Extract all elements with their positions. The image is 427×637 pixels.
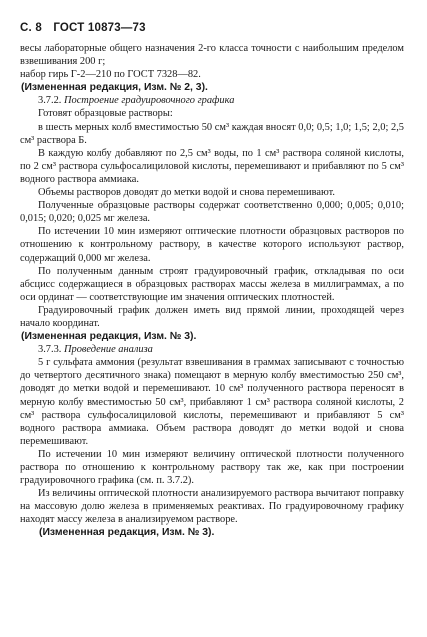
amendment-note: (Измененная редакция, Изм. № 3).: [39, 527, 215, 539]
paragraph: 5 г сульфата аммония (результат взвешивания в граммах записывают с точностью до четвертого десятичного знака) помещают в мерную колбу вместимостью 250 см³, доводят до метки водой и перемешивают. 10 см³ полученного раствора переносят в мерную колбу вместимостью 50 см³, прибавляют 1 см³ раствора соляной кислоты, 2 см³ раствора сульфосалициловой кислоты, перемешивают и прибавляют 5 см³ водного раствора аммиака. Объем раствора доводят до метки водой и снова перемешивают.: [20, 357, 404, 447]
amendment-note: (Измененная редакция, Изм. № 2, 3).: [21, 82, 208, 94]
paragraph: Полученные образцовые растворы содержат соответственно 0,000; 0,005; 0,010; 0,015; 0,020; 0,025 мг железа.: [20, 200, 404, 225]
paragraph: в шесть мерных колб вместимостью 50 см³ каждая вносят 0,0; 0,5; 1,0; 1,5; 2,0; 2,5 см³ раствора Б.: [20, 121, 404, 146]
section-heading: [20, 343, 404, 356]
paragraph: По истечении 10 мин измеряют величину оптической плотности полученного раствора по отношению к контрольному раствору так же, как при построении градуировочного графика (см. п. 3.7.2).: [20, 448, 404, 487]
page-number: 8: [35, 22, 42, 34]
standard-code: ГОСТ 10873—73: [53, 22, 146, 34]
section-number: 3.7.2.: [38, 95, 62, 107]
page-header: [20, 22, 404, 34]
paragraph: набор гирь Г-2—210 по ГОСТ 7328—82.: [20, 69, 201, 81]
section-heading: [20, 94, 404, 107]
section-title: Проведение анализа: [64, 344, 153, 356]
paragraph: По полученным данным строят градуировочный график, откладывая по оси абсцисс содержащиеся в образцовых растворах массы железа в миллиграммах, а по оси ординат — соответствующие им значения оптических плотностей.: [20, 265, 404, 303]
section-title: Построение градуировочного графика: [64, 95, 235, 107]
paragraph: Готовят образцовые растворы:: [38, 108, 173, 120]
paragraph: Градуировочный график должен иметь вид прямой линии, проходящей через начало координат.: [20, 304, 404, 329]
paragraph: По истечении 10 мин измеряют оптические плотности образцовых растворов по отношению к контрольному раствору, в качестве которого используют раствор, содержащий 0,000 мг железа.: [20, 226, 404, 264]
paragraph: Из величины оптической плотности анализируемого раствора вычитают поправку на массовую долю железа в применяемых реактивах. По градуировочному графику находят массу железа в анализируемом растворе.: [20, 488, 404, 526]
page-prefix: С.: [20, 22, 32, 34]
document-page: [20, 22, 404, 540]
amendment-note: (Измененная редакция, Изм. № 3).: [21, 331, 197, 343]
paragraph: весы лабораторные общего назначения 2-го класса точности с наибольшим пределом взвешивания 200 г;: [20, 43, 404, 68]
section-number: 3.7.3.: [38, 344, 62, 356]
paragraph: В каждую колбу добавляют по 2,5 см³ воды, по 1 см³ раствора соляной кислоты, по 2 см³ раствора сульфосалициловой кислоты, перемешивают и прибавляют по 5 см³ водного раствора аммиака.: [20, 147, 404, 185]
paragraph: Объемы растворов доводят до метки водой и снова перемешивают.: [38, 187, 335, 199]
